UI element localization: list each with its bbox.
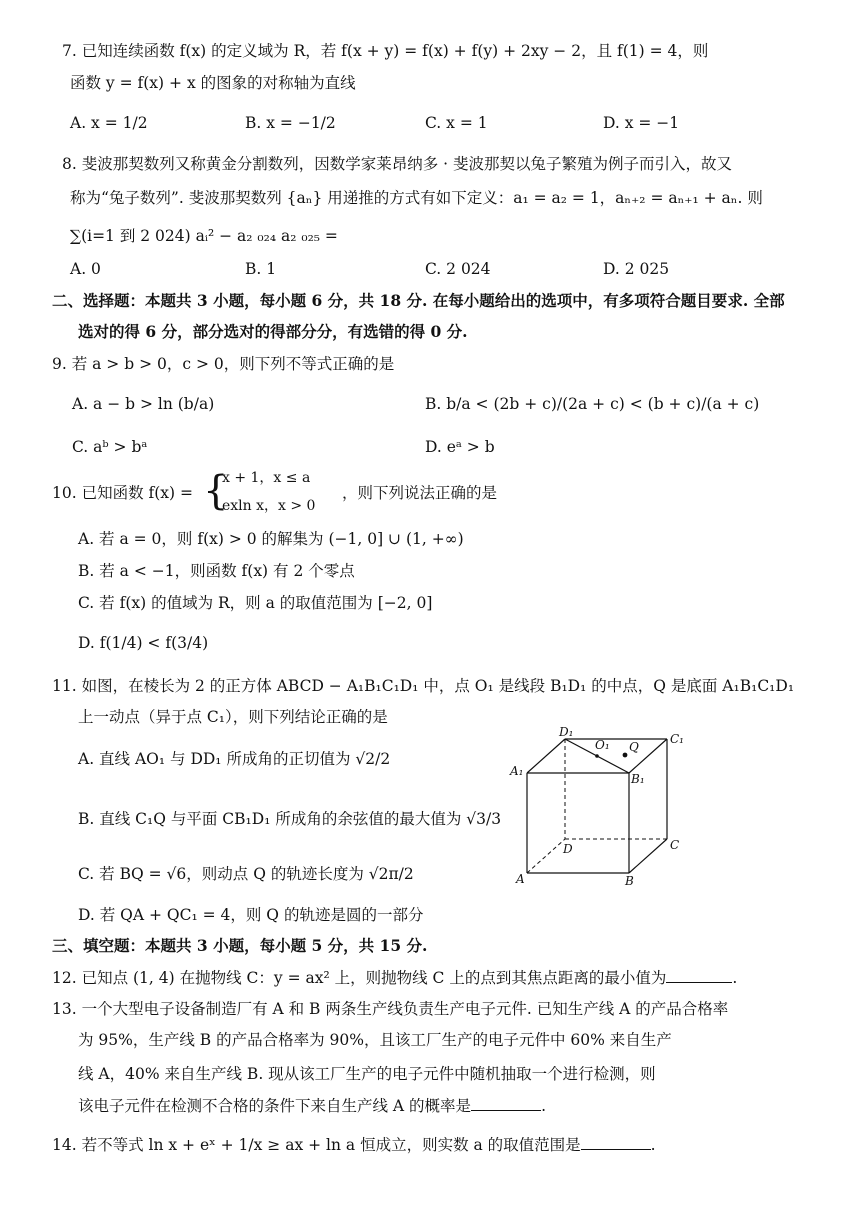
label-q: Q — [629, 740, 639, 754]
q13-line4-wrap — [78, 1095, 546, 1117]
q7-option-a: A. x = 1/2 — [70, 114, 148, 132]
q12-end: . — [732, 969, 738, 987]
q12-line — [52, 967, 737, 989]
q10-brace: { — [203, 468, 229, 514]
section2-line2: 选对的得 6 分，部分选对的得部分分，有选错的得 0 分. — [78, 322, 468, 341]
q10-stem-suffix: ，则下列说法正确的是 — [342, 484, 498, 502]
q10-piece1: x + 1，x ≤ a — [222, 470, 311, 486]
q7-option-c: C. x = 1 — [425, 114, 488, 132]
q13-end: . — [541, 1097, 546, 1115]
q11-option-a: A. 直线 AO₁ 与 DD₁ 所成角的正切值为 √2/2 — [78, 750, 391, 768]
q8-line1: 8. 斐波那契数列又称黄金分割数列，因数学家莱昂纳多 · 斐波那契以兔子繁殖为例子而引入，故又 — [62, 155, 732, 173]
q13-line3: 线 A，40% 来自生产线 B. 现从该工厂生产的电子元件中随机抽取一个进行检测，则 — [78, 1065, 656, 1083]
q14-line — [52, 1134, 656, 1156]
q8-option-d: D. 2 025 — [603, 260, 670, 278]
q8-option-c: C. 2 024 — [425, 260, 491, 278]
q10-option-d: D. f(1/4) < f(3/4) — [78, 634, 209, 652]
section3-title: 三、填空题：本题共 3 小题，每小题 5 分，共 15 分. — [52, 936, 428, 955]
q10-stem-prefix: 10. 已知函数 f(x) = — [52, 484, 193, 502]
label-c: C — [670, 838, 680, 852]
q9-option-c: C. aᵇ > bᵃ — [72, 438, 148, 456]
q10-option-b: B. 若 a < −1，则函数 f(x) 有 2 个零点 — [78, 562, 355, 580]
q11-line2: 上一动点（异于点 C₁），则下列结论正确的是 — [78, 708, 388, 726]
q11-option-b: B. 直线 C₁Q 与平面 CB₁D₁ 所成角的余弦值的最大值为 √3/3 — [78, 810, 502, 828]
q14-answer-blank[interactable] — [581, 1135, 651, 1150]
q9-option-a: A. a − b > ln (b/a) — [72, 395, 215, 413]
label-b1: B₁ — [631, 772, 645, 786]
q7-line1: 7. 已知连续函数 f(x) 的定义域为 R，若 f(x + y) = f(x) + f(y) + 2xy − 2，且 f(1) = 4，则 — [62, 42, 709, 60]
q9-stem: 9. 若 a > b > 0，c > 0，则下列不等式正确的是 — [52, 355, 395, 373]
q14-end: . — [650, 1136, 656, 1154]
q14-text: 14. 若不等式 ln x + eˣ + 1/x ≥ ax + ln a 恒成立，则实数 a 的取值范围是 — [52, 1136, 581, 1154]
q13-line4: 该电子元件在检测不合格的条件下来自生产线 A 的概率是 — [78, 1097, 472, 1115]
q13-line2: 为 95%，生产线 B 的产品合格率为 90%，且该工厂生产的电子元件中 60% 来自生产 — [78, 1031, 672, 1049]
q10-piece2: exln x，x > 0 — [222, 498, 316, 514]
q8-option-a: A. 0 — [70, 260, 101, 278]
label-d1: D₁ — [559, 725, 574, 739]
q13-line1: 13. 一个大型电子设备制造厂有 A 和 B 两条生产线负责生产电子元件. 已知生产线 A 的产品合格率 — [52, 1000, 729, 1018]
q12-text: 12. 已知点 (1, 4) 在抛物线 C：y = ax² 上，则抛物线 C 上的点到其焦点距离的最小值为 — [52, 969, 667, 987]
q13-answer-blank[interactable] — [471, 1096, 541, 1111]
q11-line1: 11. 如图，在棱长为 2 的正方体 ABCD − A₁B₁C₁D₁ 中，点 O₁ 是线段 B₁D₁ 的中点，Q 是底面 A₁B₁C₁D₁ — [52, 677, 795, 695]
q7-option-b: B. x = −1/2 — [245, 114, 336, 132]
label-a1: A₁ — [510, 764, 524, 778]
q10-option-a: A. 若 a = 0，则 f(x) > 0 的解集为 (−1, 0] ∪ (1, +∞) — [78, 530, 464, 548]
label-d: D — [563, 842, 573, 856]
label-o1: O₁ — [595, 738, 610, 752]
q8-line2: 称为“兔子数列”. 斐波那契数列 {aₙ} 用递推的方式有如下定义：a₁ = a₂ = 1，aₙ₊₂ = aₙ₊₁ + aₙ. 则 — [70, 189, 763, 207]
label-b: B — [625, 874, 634, 888]
section2-line1: 二、选择题：本题共 3 小题，每小题 6 分，共 18 分. 在每小题给出的选项中，有多项符合题目要求. 全部 — [52, 291, 785, 310]
q8-line3: ∑(i=1 到 2 024) aᵢ² − a₂ ₀₂₄ a₂ ₀₂₅ = — [70, 227, 338, 245]
q11-option-c: C. 若 BQ = √6，则动点 Q 的轨迹长度为 √2π/2 — [78, 865, 414, 883]
q10-option-c: C. 若 f(x) 的值域为 R，则 a 的取值范围为 [−2, 0] — [78, 594, 433, 612]
q8-option-b: B. 1 — [245, 260, 277, 278]
label-a: A — [516, 872, 525, 886]
q12-answer-blank[interactable] — [666, 968, 732, 983]
q7-option-d: D. x = −1 — [603, 114, 680, 132]
q7-line2: 函数 y = f(x) + x 的图象的对称轴为直线 — [70, 74, 356, 92]
cube-figure — [505, 725, 705, 895]
q9-option-b: B. b/a < (2b + c)/(2a + c) < (b + c)/(a + c) — [425, 395, 760, 413]
label-c1: C₁ — [670, 732, 684, 746]
q9-option-d: D. eᵃ > b — [425, 438, 495, 456]
q11-option-d: D. 若 QA + QC₁ = 4，则 Q 的轨迹是圆的一部分 — [78, 906, 424, 924]
